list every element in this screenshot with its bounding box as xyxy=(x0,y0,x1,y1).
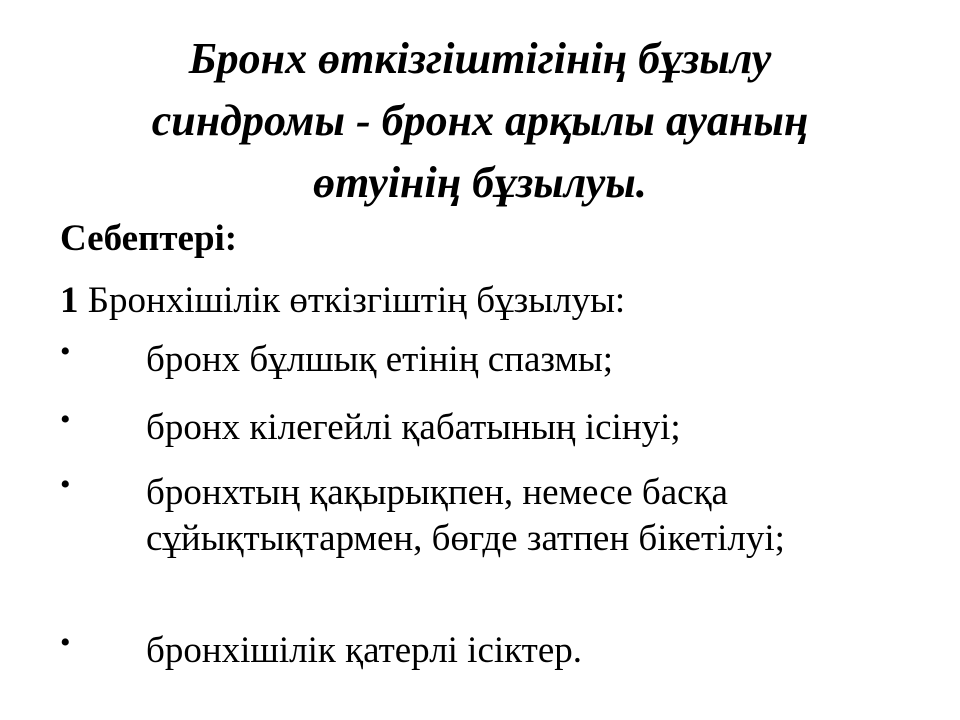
cause-number: 1 xyxy=(60,280,79,321)
cause-item xyxy=(60,276,625,326)
bullet-text: бронх кілегейлі қабатының ісінуі; xyxy=(146,407,681,448)
bullet-text: бронхішілік қатерлі ісіктер. xyxy=(146,630,582,671)
bullet-dot-icon: • xyxy=(60,335,71,368)
bullet-dot-icon: • xyxy=(60,403,71,436)
causes-heading: Себептері: xyxy=(60,218,238,259)
slide-title-line: Бронх өткізгіштігінің бұзылу xyxy=(188,34,772,83)
bullet-dot-icon: • xyxy=(60,626,71,659)
bullet-text: бронх бұлшық етінің спазмы; xyxy=(146,339,614,380)
bullet-dot-icon: • xyxy=(60,468,71,501)
slide-title-line: синдромы - бронх арқылы ауаның xyxy=(151,96,809,145)
slide-title-line: өтуінің бұзылуы. xyxy=(313,158,647,207)
bullet-text: бронхтың қақырықпен, немесе басқа сұйықтықтармен, бөгде затпен бікетілуі; xyxy=(146,472,785,559)
slide-title xyxy=(40,28,920,214)
cause-text: Бронхішілік өткізгіштің бұзылуы: xyxy=(87,280,626,321)
